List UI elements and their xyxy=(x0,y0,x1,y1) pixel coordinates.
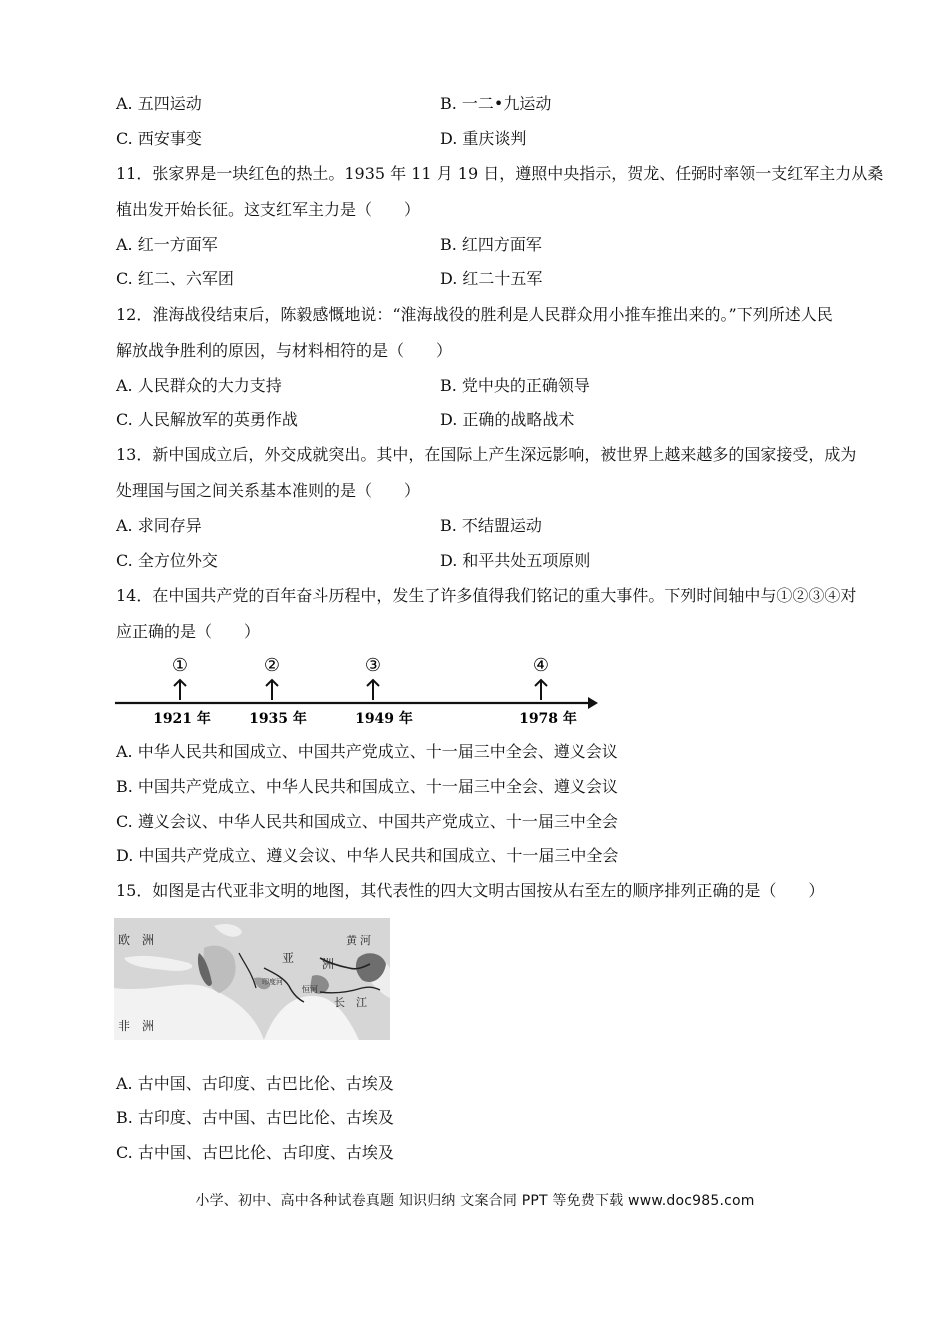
q14-option-c: C. 遵义会议、中华人民共和国成立、中国共产党成立、十一届三中全会 xyxy=(116,812,618,831)
q13-stem-line2: 处理国与国之间关系基本准则的是（ ） xyxy=(116,481,421,500)
q15-option-c: C. 古中国、古巴比伦、古印度、古埃及 xyxy=(116,1143,394,1162)
q15-option-a: A. 古中国、古印度、古巴比伦、古埃及 xyxy=(116,1074,394,1093)
timeline-mark-4: ④ xyxy=(532,655,550,676)
q15-stem-line1: 15．如图是古代亚非文明的地图，其代表性的四大文明古国按从右至左的顺序排列正确的是（ ） xyxy=(116,881,825,900)
q12-option-b: B. 党中央的正确领导 xyxy=(440,376,590,395)
q11-option-a: A. 红一方面军 xyxy=(116,235,218,254)
timeline-year-3: 1949 年 xyxy=(355,711,413,727)
map-label-ganges: 恒河 xyxy=(302,985,318,994)
q13-option-d: D. 和平共处五项原则 xyxy=(440,551,591,570)
map-label-ya: 亚 xyxy=(282,951,295,965)
q10-option-c: C. 西安事变 xyxy=(116,129,202,148)
q11-stem-line1: 11．张家界是一块红色的热土。1935 年 11 月 19 日，遵照中央指示，贺龙、任弼时率领一支红军主力从桑 xyxy=(116,164,884,183)
map-label-he: 河 xyxy=(360,934,371,947)
q11-stem-line2: 植出发开始长征。这支红军主力是（ ） xyxy=(116,200,421,219)
q13-stem-line1: 13．新中国成立后，外交成就突出。其中，在国际上产生深远影响，被世界上越来越多的国家接受，成为 xyxy=(116,445,857,464)
timeline-mark-1: ① xyxy=(171,655,189,676)
q15-option-b: B. 古印度、古中国、古巴比伦、古埃及 xyxy=(116,1108,394,1127)
q12-option-a: A. 人民群众的大力支持 xyxy=(116,376,282,395)
timeline-year-4: 1978 年 xyxy=(519,711,577,727)
timeline-event-3 xyxy=(355,655,413,727)
q12-stem-line2: 解放战争胜利的原因，与材料相符的是（ ） xyxy=(116,341,453,360)
map-label-zhou: 洲 xyxy=(322,957,335,971)
q13-option-a: A. 求同存异 xyxy=(116,516,202,535)
timeline-figure xyxy=(110,650,610,730)
q10-option-b: B. 一二•九运动 xyxy=(440,94,552,113)
q11-option-d: D. 红二十五军 xyxy=(440,269,543,288)
q12-option-d: D. 正确的战略战术 xyxy=(440,410,575,429)
ancient-civilizations-map xyxy=(114,918,390,1040)
q14-option-d: D. 中国共产党成立、遵义会议、中华人民共和国成立、十一届三中全会 xyxy=(116,846,619,865)
map-label-changjiang: 长 江 xyxy=(334,996,367,1009)
map-label-africa: 非 洲 xyxy=(118,1019,155,1033)
q14-option-a: A. 中华人民共和国成立、中国共产党成立、十一届三中全会、遵义会议 xyxy=(116,742,618,761)
timeline-event-1 xyxy=(153,655,211,727)
map-label-europe: 欧 洲 xyxy=(118,933,155,947)
timeline-year-2: 1935 年 xyxy=(249,711,307,727)
timeline-event-2 xyxy=(249,655,307,727)
page-footer: 小学、初中、高中各种试卷真题 知识归纳 文案合同 PPT 等免费下载 www.doc985.com xyxy=(195,1193,755,1209)
q12-option-c: C. 人民解放军的英勇作战 xyxy=(116,410,298,429)
timeline-arrowhead xyxy=(588,697,598,709)
map-label-yellow-river: 黄 xyxy=(346,934,357,947)
q11-option-b: B. 红四方面军 xyxy=(440,235,542,254)
timeline-mark-2: ② xyxy=(263,655,281,676)
q13-option-c: C. 全方位外交 xyxy=(116,551,218,570)
q13-option-b: B. 不结盟运动 xyxy=(440,516,542,535)
timeline-mark-3: ③ xyxy=(364,655,382,676)
q10-option-d: D. 重庆谈判 xyxy=(440,129,527,148)
timeline-year-1: 1921 年 xyxy=(153,711,211,727)
q12-stem-line1: 12．淮海战役结束后，陈毅感慨地说：“淮海战役的胜利是人民群众用小推车推出来的。”下列所述人民 xyxy=(116,305,833,324)
timeline-event-4 xyxy=(519,655,577,727)
q14-stem-line2: 应正确的是（ ） xyxy=(116,622,261,641)
map-label-indus: 印度河 xyxy=(262,978,283,986)
q10-option-a: A. 五四运动 xyxy=(116,94,202,113)
q14-stem-line1: 14．在中国共产党的百年奋斗历程中，发生了许多值得我们铭记的重大事件。下列时间轴中与①②③④对 xyxy=(116,586,857,605)
q11-option-c: C. 红二、六军团 xyxy=(116,269,234,288)
q14-option-b: B. 中国共产党成立、中华人民共和国成立、十一届三中全会、遵义会议 xyxy=(116,777,618,796)
